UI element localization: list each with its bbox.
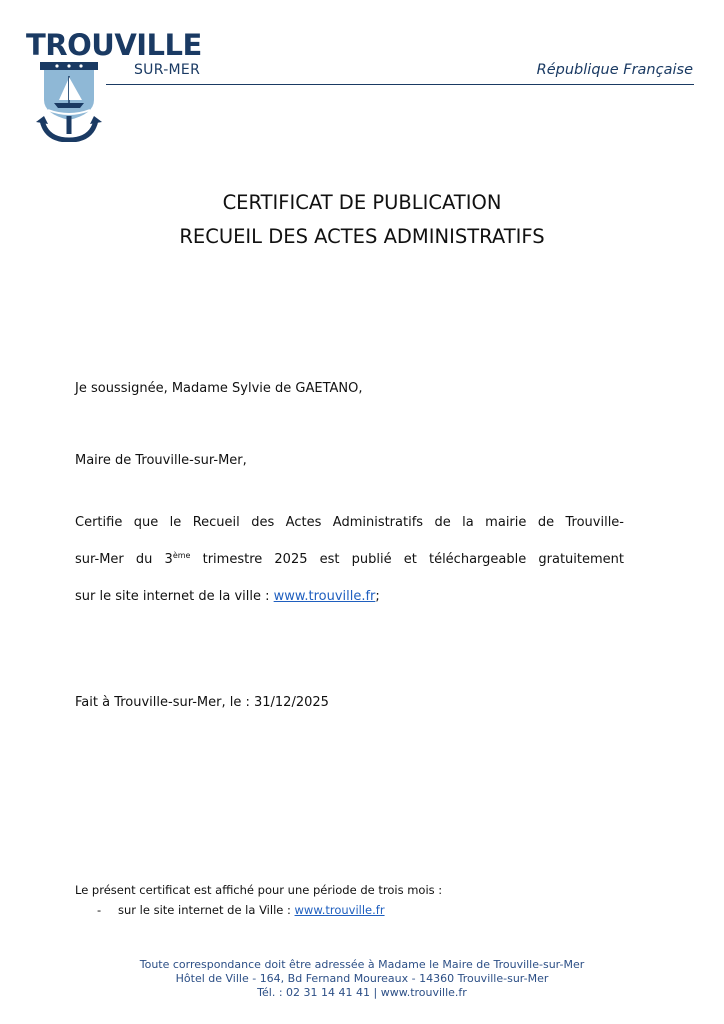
footer-line-3: Tél. : 02 31 14 41 41 | www.trouville.fr [257, 986, 467, 999]
title-line-1: CERTIFICAT DE PUBLICATION [222, 191, 502, 214]
certify-line-3 [75, 578, 624, 615]
document-title [0, 186, 724, 254]
role-line: Maire de Trouville-sur-Mer, [75, 453, 247, 468]
certify-line-2-end: trimestre 2025 est publié et téléchargeable gratuitement [190, 552, 624, 567]
date-place-line: Fait à Trouville-sur-Mer, le : 31/12/2025 [75, 695, 329, 710]
certification-paragraph [75, 504, 624, 615]
certify-line-3-end: ; [375, 589, 380, 604]
ordinal-suffix: ème [172, 551, 191, 560]
notice-intro: Le présent certificat est affiché pour une période de trois mois : [75, 883, 443, 897]
signatory-line: Je soussignée, Madame Sylvie de GAETANO, [75, 381, 363, 396]
certify-line-3-start: sur le site internet de la ville : [75, 589, 274, 604]
logo-title: TROUVILLE [26, 28, 202, 62]
website-link[interactable]: www.trouville.fr [273, 589, 376, 604]
page-footer [0, 958, 724, 1000]
header-divider [106, 84, 694, 85]
logo-subtitle: SUR-MER [134, 62, 201, 78]
title-line-2: RECUEIL DES ACTES ADMINISTRATIFS [179, 225, 545, 248]
republique-francaise-label: République Française [536, 62, 693, 78]
posting-notice [75, 880, 442, 920]
footer-line-2: Hôtel de Ville - 164, Bd Fernand Moureaux - 14360 Trouville-sur-Mer [175, 972, 549, 985]
notice-list-item [75, 900, 442, 920]
certify-line-2-start: sur-Mer du 3 [75, 552, 173, 567]
certify-line-2 [75, 541, 624, 578]
notice-website-link[interactable]: www.trouville.fr [294, 903, 385, 917]
anchor-sailboat-emblem-icon [32, 60, 106, 142]
certify-line-1: Certifie que le Recueil des Actes Administratifs de la mairie de Trouville- [75, 515, 624, 530]
trouville-logo [26, 28, 202, 142]
footer-line-1: Toute correspondance doit être adressée à Madame le Maire de Trouville-sur-Mer [139, 958, 585, 971]
list-dash: - [97, 903, 102, 917]
notice-item-text: sur le site internet de la Ville : [118, 903, 295, 917]
